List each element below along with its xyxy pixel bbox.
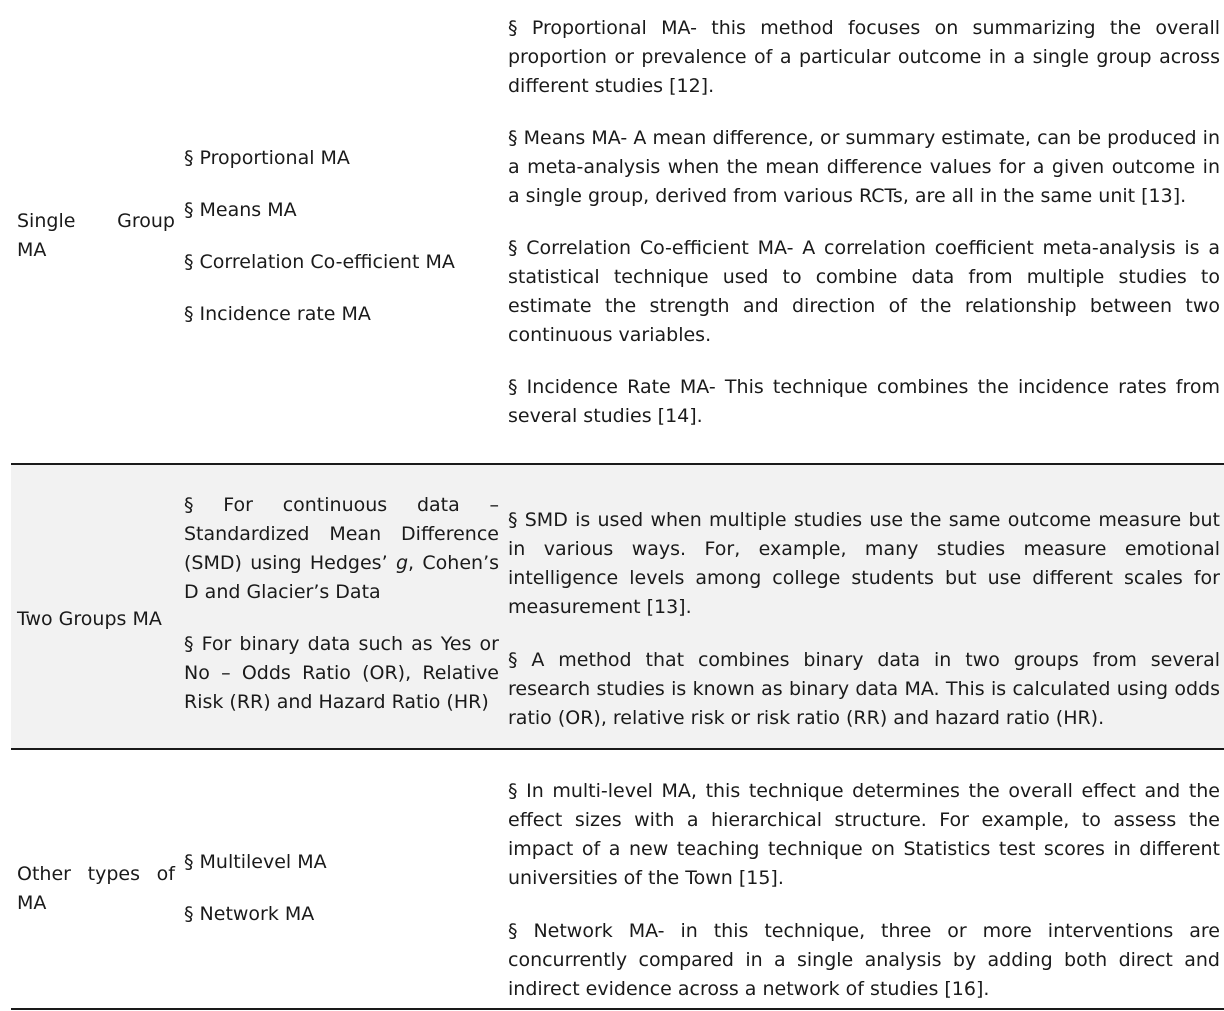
hedges-g-symbol: g [395,552,409,574]
descriptions-cell [508,14,1220,431]
method-item: § Multilevel MA [184,851,327,873]
table-row-single-group [11,0,1224,465]
table-row-two-groups [11,465,1224,750]
description-paragraph: § Correlation Co-efficient MA- A correlation coefficient meta-analysis is a statistical technique used to combine data from multiple studies to estimate the strength and direction of the relationship between two continuous variables. [508,237,1220,346]
description-paragraph: § A method that combines binary data in two groups from several research studies is known as binary data MA. This is calculated using odds ratio (OR), relative risk or risk ratio (RR) and hazard ratio (HR). [508,649,1220,729]
method-item: § Network MA [184,903,315,925]
category-label-line2: MA [17,239,47,261]
method-item: § Means MA [184,199,297,221]
methods-cell [184,848,499,929]
method-item: § Proportional MA [184,147,350,169]
category-cell [17,860,175,918]
category-cell [17,605,175,634]
description-paragraph: § In multi-level MA, this technique determines the overall effect and the effect sizes with a hierarchical structure. For example, to assess the impact of a new teaching technique on Statistics test scores in different universities of the Town [15]. [508,780,1220,889]
methods-cell [184,491,499,717]
description-paragraph: § SMD is used when multiple studies use the same outcome measure but in various ways. For, example, many studies measure emotional intelligence levels among college students but use different scales for measurement [13]. [508,509,1220,618]
category-label: Two Groups MA [17,608,162,630]
method-text: , Cohen’s D and Glacier’s Data [184,552,500,603]
meta-analysis-types-table [11,0,1224,1010]
methods-cell [184,144,499,329]
description-paragraph: § Proportional MA- this method focuses on summarizing the overall proportion or prevalence of a particular outcome in a single group across different studies [12]. [508,17,1220,97]
description-paragraph: § Network MA- in this technique, three or more interventions are concurrently compared in a single analysis by adding both direct and indirect evidence across a network of studies [16]. [508,920,1220,1000]
category-label-line1: Single Group [17,210,175,232]
method-item: § Incidence rate MA [184,303,371,325]
method-text: § For continuous data – Standardized Mean Difference (SMD) using Hedges’ [184,494,499,574]
description-paragraph: § Incidence Rate MA- This technique combines the incidence rates from several studies [14]. [508,376,1220,427]
category-label-line1: Other types of [17,863,175,885]
method-item: § Correlation Co-efficient MA [184,251,455,273]
category-label-line2: MA [17,892,47,914]
description-paragraph: § Means MA- A mean difference, or summary estimate, can be produced in a meta-analysis when the mean difference values for a given outcome in a single group, derived from various RCTs, are all in the same unit [13]. [508,127,1220,207]
method-item-continuous [184,491,499,607]
category-cell [17,207,175,265]
table-row-other-types [11,750,1224,1010]
descriptions-cell [508,777,1220,1004]
method-item-binary: § For binary data such as Yes or No – Odds Ratio (OR), Relative Risk (RR) and Hazard Ratio (HR) [184,633,499,713]
descriptions-cell [508,506,1220,733]
